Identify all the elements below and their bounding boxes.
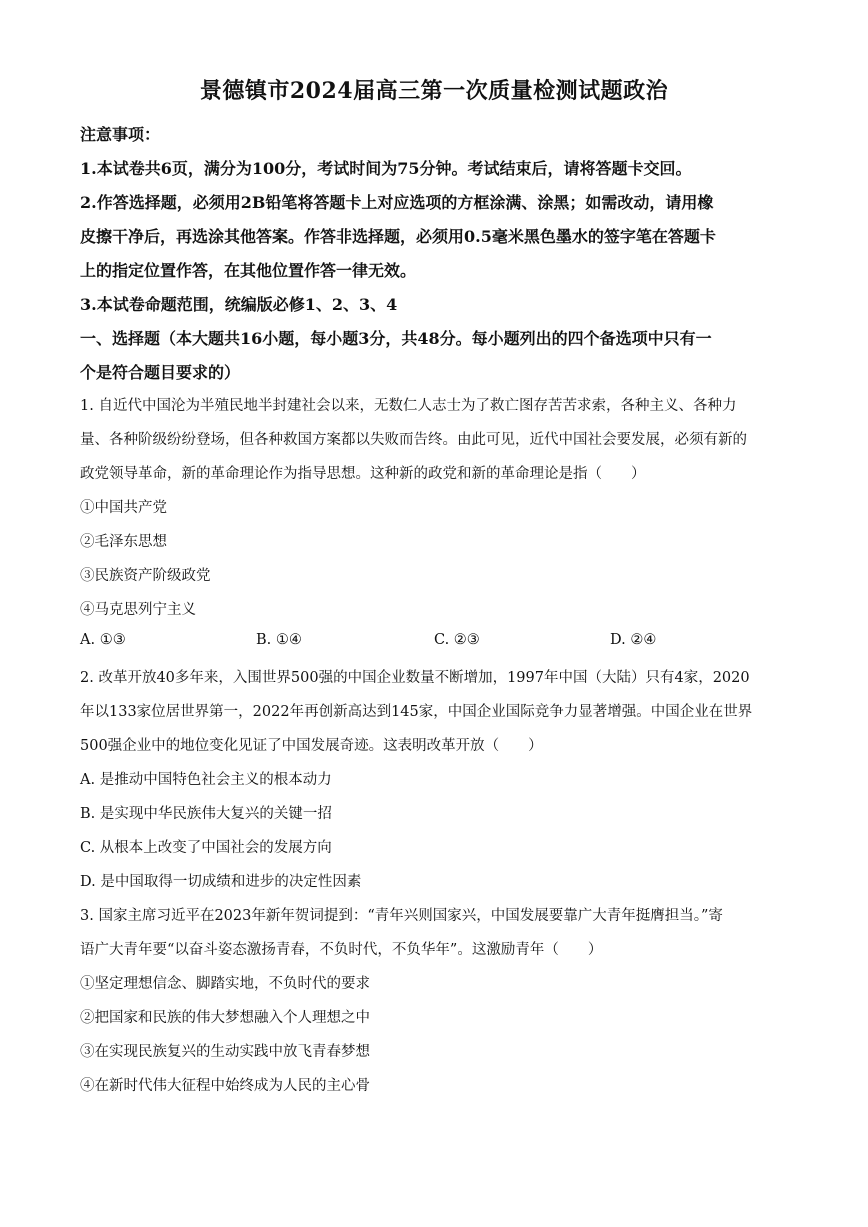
q3-stem-line-2: 语广大青年要“以奋斗姿态激扬青春，不负时代，不负华年”。这激励青年（ ）: [80, 942, 603, 958]
q2-option-c[interactable]: C. 从根本上改变了中国社会的发展方向: [80, 840, 332, 856]
q2-stem-line-1: 2. 改革开放40多年来，入围世界500强的中国企业数量不断增加，1997年中国（大陆）只有4家，2020: [80, 670, 750, 686]
q1-stem-line-3: 政党领导革命，新的革命理论作为指导思想。这种新的政党和新的革命理论是指（ ）: [80, 466, 646, 482]
q2-option-b[interactable]: B. 是实现中华民族伟大复兴的关键一招: [80, 806, 332, 822]
q1-stem-line-2: 量、各种阶级纷纷登场，但各种救国方案都以失败而告终。由此可见，近代中国社会要发展，必须有新的: [80, 432, 747, 448]
q1-option-d[interactable]: D. ②④: [610, 632, 657, 648]
q3-item-1: ①坚定理想信念、脚踏实地，不负时代的要求: [80, 976, 370, 992]
q1-item-2: ②毛泽东思想: [80, 534, 167, 550]
notice-line-4: 上的指定位置作答，在其他位置作答一律无效。: [80, 261, 417, 280]
q1-option-b[interactable]: B. ①④: [256, 632, 302, 648]
q2-option-a[interactable]: A. 是推动中国特色社会主义的根本动力: [80, 772, 332, 788]
q2-stem-line-3: 500强企业中的地位变化见证了中国发展奇迹。这表明改革开放（ ）: [80, 738, 543, 754]
notice-line-5: 3.本试卷命题范围，统编版必修1、2、3、4: [80, 295, 398, 314]
q1-item-3: ③民族资产阶级政党: [80, 568, 211, 584]
section-heading-line-2: 个是符合题目要求的）: [80, 363, 241, 382]
q3-stem-line-1: 3. 国家主席习近平在2023年新年贺词提到：“青年兴则国家兴，中国发展要靠广大青年挺膺担当。”寄: [80, 908, 723, 924]
notice-line-3: 皮擦干净后，再选涂其他答案。作答非选择题，必须用0.5毫米黑色墨水的签字笔在答题卡: [80, 227, 716, 246]
q3-item-2: ②把国家和民族的伟大梦想融入个人理想之中: [80, 1010, 370, 1026]
q3-item-4: ④在新时代伟大征程中始终成为人民的主心骨: [80, 1078, 370, 1094]
q2-option-d[interactable]: D. 是中国取得一切成绩和进步的决定性因素: [80, 874, 362, 890]
q1-option-a[interactable]: A. ①③: [80, 632, 126, 648]
page-title: 景德镇市2024届高三第一次质量检测试题政治: [199, 78, 669, 104]
section-heading-line-1: 一、选择题（本大题共16小题，每小题3分，共48分。每小题列出的四个备选项中只有一: [80, 329, 712, 348]
q1-stem-line-1: 1. 自近代中国沦为半殖民地半封建社会以来，无数仁人志士为了救亡图存苦苦求索，各种主义、各种力: [80, 398, 737, 414]
q3-item-3: ③在实现民族复兴的生动实践中放飞青春梦想: [80, 1044, 370, 1060]
q1-option-c[interactable]: C. ②③: [434, 632, 480, 648]
notice-line-1: 1.本试卷共6页，满分为100分，考试时间为75分钟。考试结束后，请将答题卡交回。: [80, 159, 692, 178]
q1-item-4: ④马克思列宁主义: [80, 602, 196, 618]
notice-heading: 注意事项：: [80, 125, 161, 144]
q1-item-1: ①中国共产党: [80, 500, 167, 516]
notice-line-2: 2.作答选择题，必须用2B铅笔将答题卡上对应选项的方框涂满、涂黑；如需改动，请用橡: [80, 193, 714, 212]
q2-stem-line-2: 年以133家位居世界第一，2022年再创新高达到145家，中国企业国际竞争力显著增强。中国企业在世界: [80, 704, 753, 720]
